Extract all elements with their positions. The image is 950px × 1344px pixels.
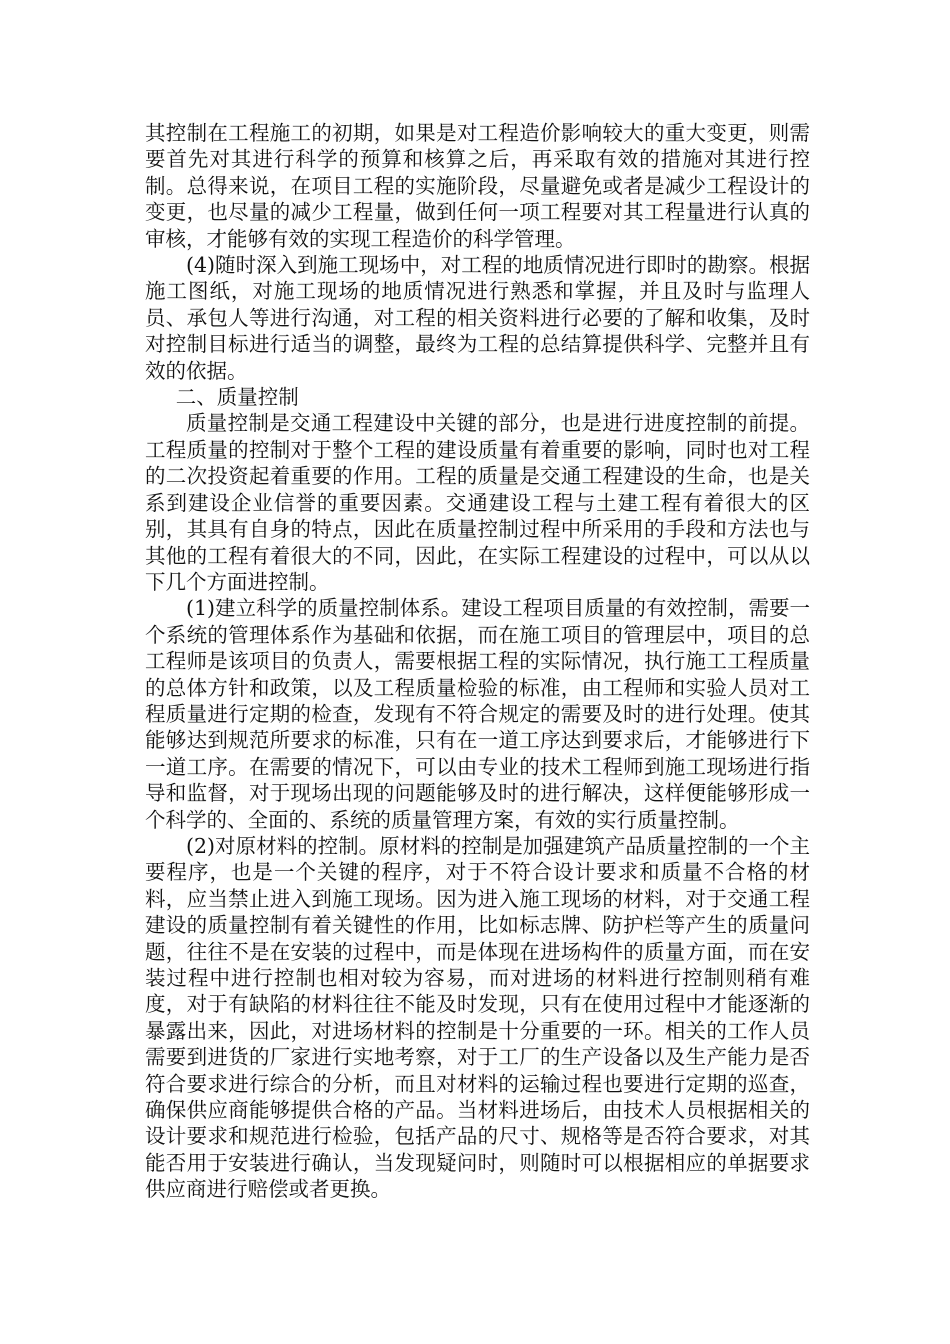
paragraph-quality-system: (1)建立科学的质量控制体系。建设工程项目质量的有效控制，需要一个系统的管理体系作为基础和依据，而在施工项目的管理层中，项目的总工程师是该项目的负责人，需要根据工程的实际情况，执行施工工程质量的总体方针和政策，以及工程质量检验的标准，由工程师和实验人员对工程质量进行定期的检查，发现有不符合规定的需要及时的进行处理。使其能够达到规范所要求的标准，只有在一道工序达到要求后，才能够进行下一道工序。在需要的情况下，可以由专业的技术工程师到施工现场进行指导和监督，对于现场出现的问题能够及时的进行解决，这样便能够形成一个科学的、全面的、系统的质量管理方案，有效的实行质量控制。 (145, 596, 810, 832)
paragraph-raw-material-control: (2)对原材料的控制。原材料的控制是加强建筑产品质量控制的一个主要程序，也是一个关键的程序，对于不符合设计要求和质量不合格的材料，应当禁止进入到施工现场。因为进入施工现场的材料，对于交通工程建设的质量控制有着关键性的作用，比如标志牌、防护栏等产生的质量问题，往往不是在安装的过程中，而是体现在进场构件的质量方面，而在安装过程中进行控制也相对较为容易，而对进场的材料进行控制则稍有难度，对于有缺陷的材料往往不能及时发现，只有在使用过程中才能逐渐的暴露出来，因此，对进场材料的控制是十分重要的一环。相关的工作人员需要到进货的厂家进行实地考察，对于工厂的生产设备以及生产能力是否符合要求进行综合的分析，而且对材料的运输过程也要进行定期的巡查，确保供应商能够提供合格的产品。当材料进场后，由技术人员根据相关的设计要求和规范进行检验，包括产品的尺寸、规格等是否符合要求，对其能否用于安装进行确认，当发现疑问时，则随时可以根据相应的单据要求供应商进行赔偿或者更换。 (145, 833, 810, 1202)
paragraph-quality-control-intro: 质量控制是交通工程建设中关键的部分，也是进行进度控制的前提。工程质量的控制对于整个工程的建设质量有着重要的影响，同时也对工程的二次投资起着重要的作用。工程的质量是交通工程建设的生命，也是关系到建设企业信誉的重要因素。交通建设工程与土建工程有着很大的区别，其具有自身的特点，因此在质量控制过程中所采用的手段和方法也与其他的工程有着很大的不同，因此，在实际工程建设的过程中，可以从以下几个方面进控制。 (145, 411, 810, 594)
section-heading-quality-control: 二、质量控制 (175, 385, 299, 410)
paragraph-cost-control-continuation: 其控制在工程施工的初期，如果是对工程造价影响较大的重大变更，则需要首先对其进行科学的预算和核算之后，再采取有效的措施对其进行控制。总得来说，在项目工程的实施阶段，尽量避免或者是减少工程设计的变更，也尽量的减少工程量，做到任何一项工程要对其工程量进行认真的审核，才能够有效的实现工程造价的科学管理。 (145, 121, 810, 251)
paragraph-site-inspection: (4)随时深入到施工现场中，对工程的地质情况进行即时的勘察。根据施工图纸，对施工现场的地质情况进行熟悉和掌握，并且及时与监理人员、承包人等进行沟通，对工程的相关资料进行必要的了解和收集，及时对控制目标进行适当的调整，最终为工程的总结算提供科学、完整并且有效的依据。 (145, 253, 810, 383)
document-body (145, 120, 810, 1203)
